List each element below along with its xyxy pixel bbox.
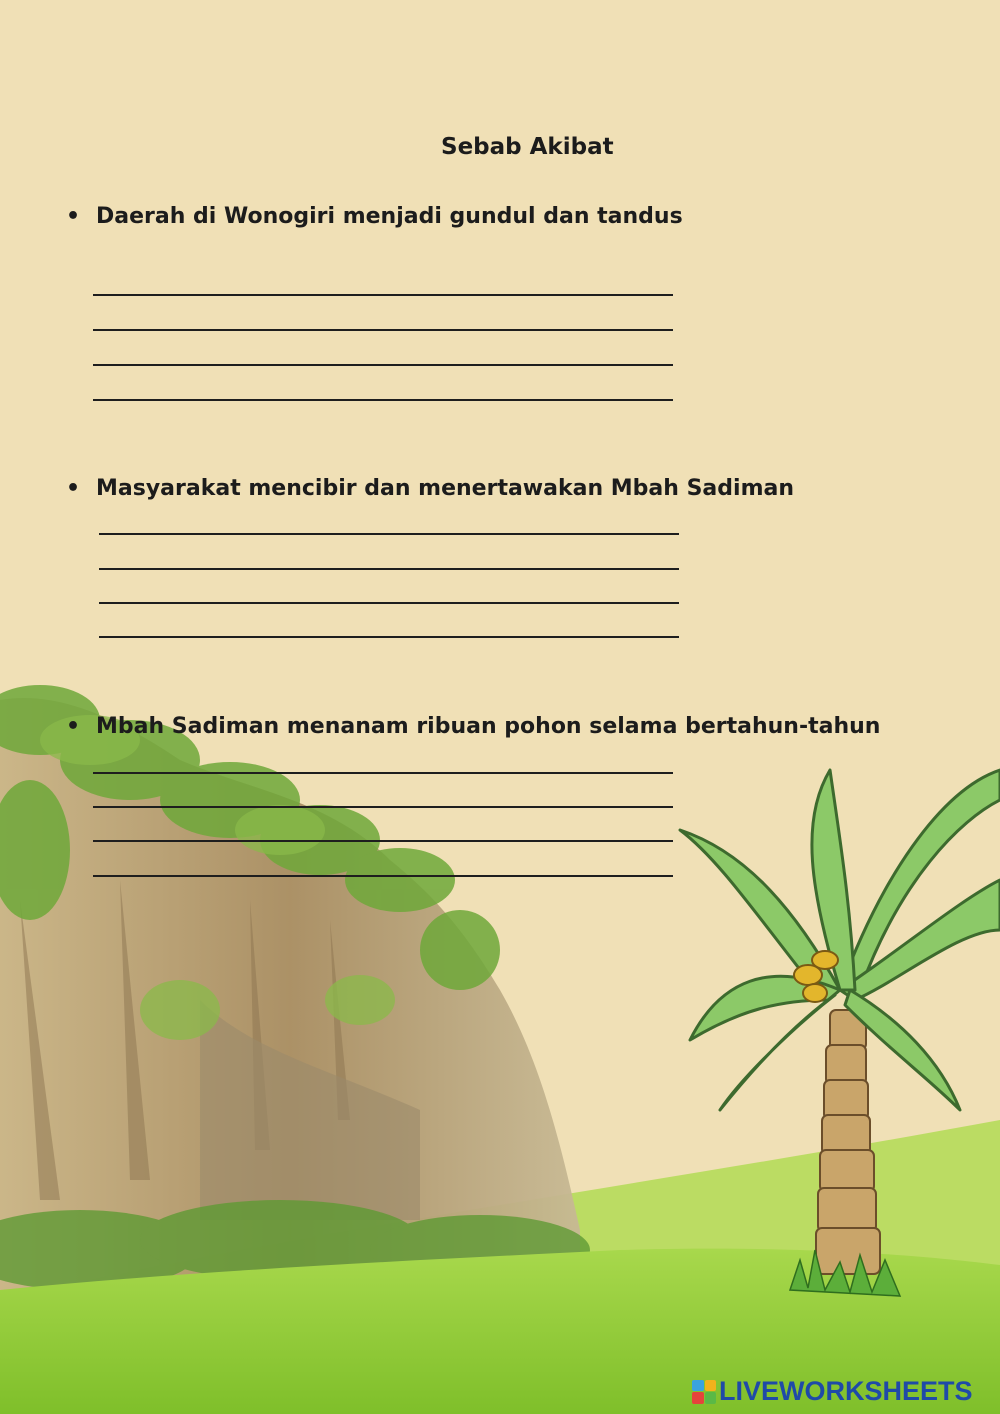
logo-square [692,1380,704,1392]
question-text: Daerah di Wonogiri menjadi gundul dan tandus [96,204,683,229]
logo-square [705,1392,717,1404]
question-text: Masyarakat mencibir dan menertawakan Mbah Sadiman [96,476,794,501]
bullet-icon: • [66,714,81,739]
answer-line[interactable] [99,533,679,535]
worksheet-title: Sebab Akibat [441,134,614,160]
answer-line[interactable] [93,294,673,296]
question-text: Mbah Sadiman menanam ribuan pohon selama bertahun-tahun [96,714,881,739]
answer-line[interactable] [93,364,673,366]
answer-line[interactable] [93,806,673,808]
liveworksheets-watermark [692,1376,973,1407]
bullet-icon: • [66,476,81,501]
answer-line[interactable] [93,875,673,877]
logo-square [692,1392,704,1404]
answer-line[interactable] [99,568,679,570]
bullet-icon: • [66,204,81,229]
answer-line[interactable] [93,399,673,401]
watermark-text: LIVEWORKSHEETS [719,1376,973,1406]
answer-line[interactable] [99,602,679,604]
answer-line[interactable] [93,772,673,774]
answer-line[interactable] [93,840,673,842]
logo-square [705,1380,717,1392]
cliff-illustration [0,685,590,1290]
answer-line[interactable] [99,636,679,638]
answer-line[interactable] [93,329,673,331]
liveworksheets-logo-icon [692,1380,716,1404]
